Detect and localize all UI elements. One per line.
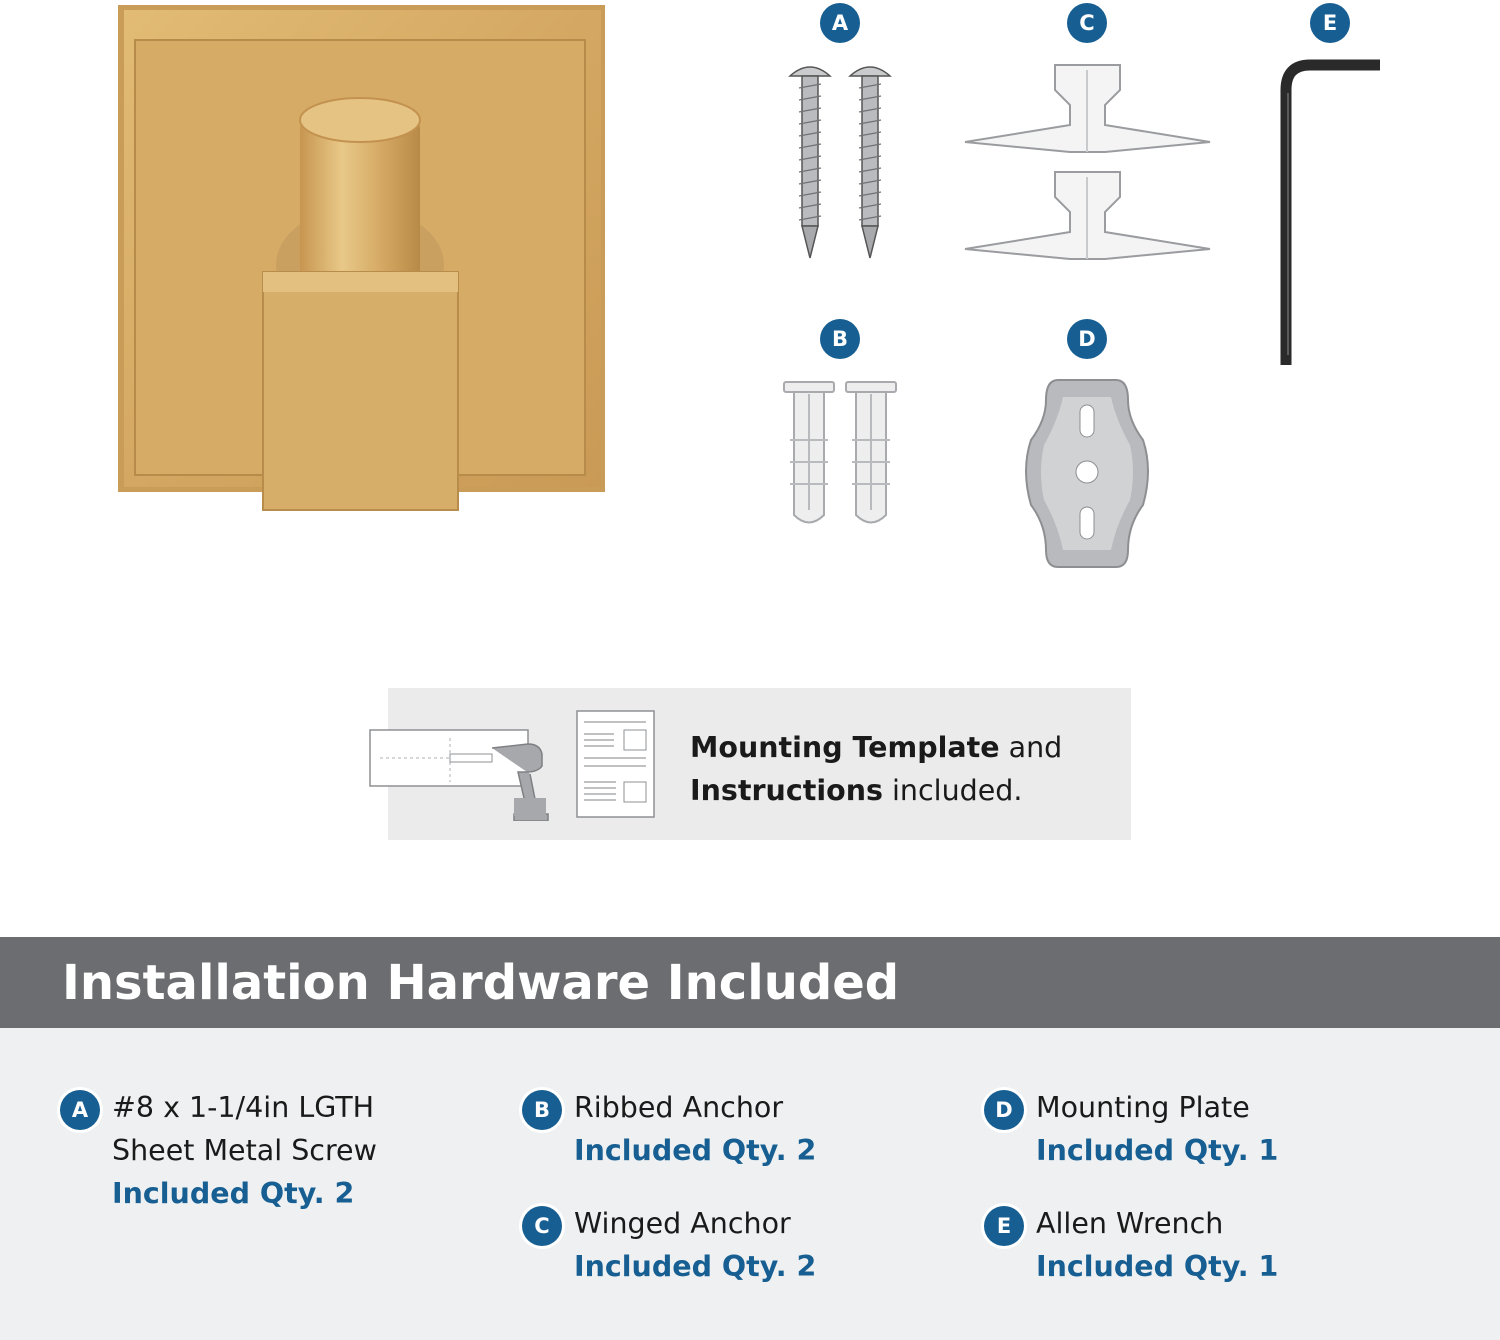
allen-wrench-icon [1270, 55, 1390, 375]
badge-b-icon: B [820, 319, 860, 359]
item-qty: Included Qty. 1 [1036, 1250, 1279, 1283]
badge-a-icon: A [820, 3, 860, 43]
item-qty: Included Qty. 1 [1036, 1134, 1279, 1167]
badge-b-icon: B [522, 1090, 562, 1130]
notice-bold-template: Mounting Template [690, 731, 1000, 764]
notice-text-and: and [999, 731, 1063, 764]
badge-d-icon: D [984, 1090, 1024, 1130]
item-name: Winged Anchor [574, 1207, 791, 1240]
template-notice [388, 688, 1131, 840]
item-name: Mounting Plate [1036, 1091, 1250, 1124]
notice-bold-instructions: Instructions [690, 774, 883, 807]
badge-c-icon: C [1067, 3, 1107, 43]
notice-text [690, 726, 1062, 812]
item-text [1036, 1086, 1278, 1172]
item-name: Allen Wrench [1036, 1207, 1224, 1240]
winged-anchor-icon [955, 60, 1220, 270]
item-text [574, 1086, 816, 1172]
item-name: #8 x 1-1/4in LGTH [112, 1091, 375, 1124]
item-text [1036, 1202, 1278, 1288]
item-name-line2: Sheet Metal Screw [112, 1134, 377, 1167]
notice-text-included: included. [882, 774, 1023, 807]
hardware-list [0, 1028, 1500, 1340]
badge-e-icon: E [984, 1206, 1024, 1246]
page-title: Installation Hardware Included [62, 955, 900, 1011]
badge-e-icon: E [1310, 3, 1350, 43]
item-name: Ribbed Anchor [574, 1091, 784, 1124]
screw-icon [780, 58, 900, 263]
badge-a-icon: A [60, 1090, 100, 1130]
item-qty: Included Qty. 2 [574, 1250, 817, 1283]
item-text [112, 1086, 377, 1215]
badge-d-icon: D [1067, 319, 1107, 359]
drill-icon [368, 726, 553, 821]
instructions-document-icon [576, 710, 656, 820]
item-qty: Included Qty. 2 [574, 1134, 817, 1167]
robe-hook-image [110, 0, 610, 520]
item-qty: Included Qty. 2 [112, 1177, 355, 1210]
ribbed-anchor-icon [780, 380, 905, 535]
badge-c-icon: C [522, 1206, 562, 1246]
section-banner [0, 937, 1500, 1028]
mounting-plate-icon [1018, 375, 1156, 573]
item-text [574, 1202, 816, 1288]
